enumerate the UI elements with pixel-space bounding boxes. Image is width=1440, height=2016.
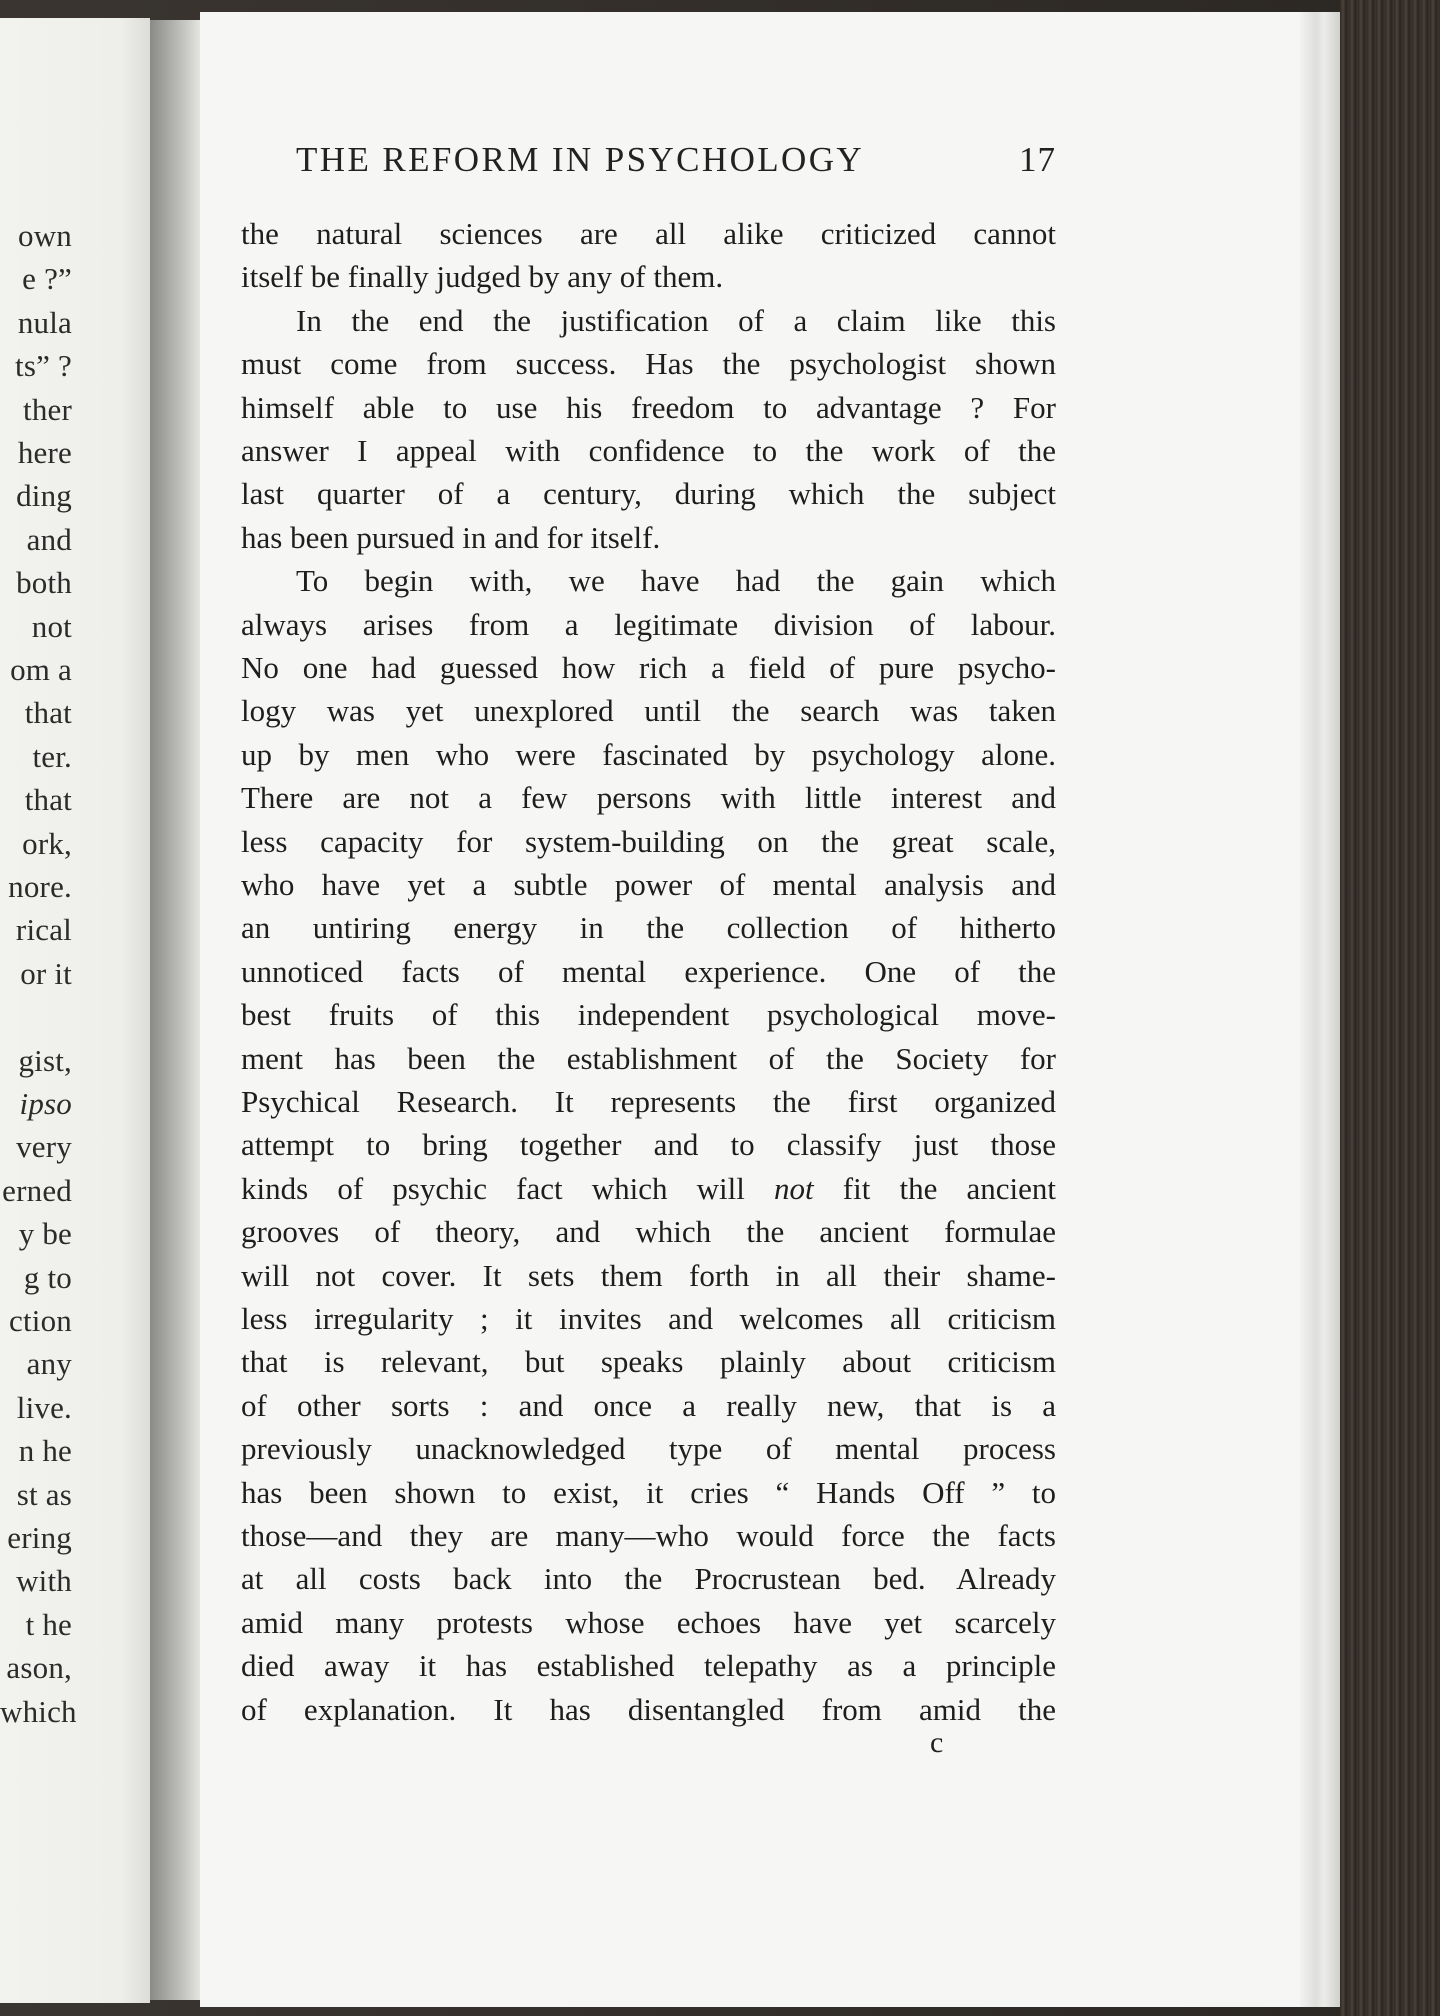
facing-page-fragment: ction [9,1303,72,1338]
text-line-content: logy was yet unexplored until the search was taken [241,693,1056,729]
text-line-content: Psychical Research. It represents the first organized [241,1084,1056,1119]
text-line [241,733,1056,777]
text-line-content: No one had guessed how rich a field of pure psycho- [241,650,1056,685]
facing-page-fragment: erned [2,1172,72,1208]
facing-page-fragment: t he [25,1606,72,1642]
text-line [241,906,1056,950]
book-gutter [150,20,202,2000]
facing-page-fragment: and [26,521,72,557]
text-line-content: itself be finally judged by any of them. [241,259,724,295]
text-line-content: attempt to bring together and to classify just those [241,1127,1056,1163]
text-line [241,212,1056,256]
text-line [241,646,1056,690]
text-line-content: of other sorts : and once a really new, that is a [241,1387,1056,1423]
facing-page-fragment: which [0,1693,77,1729]
text-line [296,559,1056,603]
text-line-content: an untiring energy in the collection of hitherto [241,910,1056,946]
text-line [296,299,1056,343]
text-line [241,1471,1056,1515]
text-line-content: has been pursued in and for itself. [241,519,661,555]
text-line [241,386,1056,430]
facing-page-fragment: nula [17,304,72,340]
text-line [241,603,1056,647]
text-line-content: the natural sciences are all alike criticized cannot [241,216,1056,251]
text-line [241,689,1056,733]
facing-page-fragment: gist, [18,1042,72,1078]
text-line [241,1384,1056,1428]
text-line [241,1297,1056,1341]
facing-page-fragment: ter. [32,738,72,774]
facing-page-fragment: that [24,695,72,731]
facing-page-fragment: or it [20,955,72,991]
facing-page-fragment: ts” ? [15,348,72,384]
text-line-content: There are not a few persons with little interest and [241,780,1056,816]
text-line-content: at all costs back into the Procrustean bed. Already [241,1561,1056,1597]
text-line-content: must come from success. Has the psychologist shown [241,346,1056,382]
text-line [241,820,1056,864]
text-line-content: himself able to use his freedom to advantage ? For [241,389,1056,425]
text-line [241,1167,1056,1211]
signature-mark: c [930,1726,944,1759]
text-line-content: ment has been the establishment of the Society for [241,1040,1056,1076]
text-line-content: In the end the justification of a claim like this [296,302,1056,338]
facing-page-fragment: ering [7,1520,72,1555]
text-line [241,1123,1056,1167]
facing-page-fragment: nore. [8,869,72,904]
text-line-content: grooves of theory, and which the ancient formulae [241,1214,1056,1250]
text-line [241,342,1056,386]
text-line-content: who have yet a subtle power of mental analysis and [241,867,1056,902]
facing-page-fragment: that [24,782,72,818]
facing-page-fragment: ork, [22,825,72,861]
text-line-content: fit the ancient [813,1170,1056,1206]
text-line-content: last quarter of a century, during which the subject [241,476,1056,512]
facing-page-fragment: ason, [6,1650,72,1686]
text-line [241,1688,1056,1732]
text-line [241,950,1056,994]
text-line [241,1557,1056,1601]
text-line [241,993,1056,1037]
text-line-content: will not cover. It sets them forth in all their shame- [241,1257,1056,1293]
text-line-content: amid many protests whose echoes have yet scarcely [241,1604,1056,1640]
facing-page-fragment: ther [23,391,72,427]
text-line-content: To begin with, we have had the gain which [296,563,1056,599]
facing-page-fragment: both [16,565,72,601]
facing-page-fragment: y be [18,1216,72,1252]
text-line [241,1514,1056,1558]
text-line-content: of explanation. It has disentangled from amid the [241,1691,1056,1727]
facing-page-fragment: ipso [19,1086,72,1121]
text-line [241,255,1056,299]
text-line-content: less capacity for system-building on the great scale, [241,823,1056,859]
text-line-content: always arises from a legitimate division of labour. [241,606,1056,642]
text-line-content: kinds of psychic fact which will [241,1170,774,1206]
text-line-content: died away it has established telepathy as a principle [241,1648,1056,1684]
text-line-content: that is relevant, but speaks plainly about criticism [241,1344,1056,1380]
facing-page-fragment: live. [16,1389,72,1425]
facing-page-fragment: ding [16,478,72,514]
facing-page-fragment: here [17,435,72,470]
facing-page-fragment: not [31,608,72,644]
text-line [241,429,1056,473]
facing-page-fragment: very [16,1129,72,1165]
facing-page-fragment: st as [16,1476,72,1512]
text-line-content: answer I appeal with confidence to the work of the [241,433,1056,468]
text-line [241,472,1056,516]
text-line [241,1037,1056,1081]
text-line-content: up by men who were fascinated by psychology alone. [241,736,1056,772]
text-line-content: previously unacknowledged type of mental process [241,1431,1056,1467]
text-line [241,1080,1056,1124]
text-line-content: less irregularity ; it invites and welcomes all criticism [241,1301,1056,1336]
text-line-content: has been shown to exist, it cries “ Hands Off ” to [241,1474,1056,1510]
facing-page-fragment: with [16,1563,72,1599]
running-head [296,140,1056,180]
text-line [241,1210,1056,1254]
text-line [241,1601,1056,1645]
text-line [241,1644,1056,1688]
page-edge [1300,12,1340,2007]
text-line-content: unnoticed facts of mental experience. One of the [241,953,1056,989]
facing-page-fragment: g to [23,1259,72,1295]
facing-page-fragment: any [26,1346,72,1382]
facing-page-left [0,18,150,2003]
facing-page-fragment: n he [18,1433,72,1469]
facing-page-fragment: om a [10,652,72,687]
page-number: 17 [1019,140,1056,179]
emphasis-word: not [774,1170,814,1206]
text-line [241,776,1056,820]
text-line [241,863,1056,907]
facing-page-fragment: rical [15,912,72,948]
facing-page-fragment: own [18,218,72,253]
running-head-title: THE REFORM IN PSYCHOLOGY [296,140,865,179]
book-cover-edge [1340,0,1440,2016]
facing-page-fragment: e ?” [22,261,72,297]
text-line-content: those—and they are many—who would force the facts [241,1518,1056,1553]
text-line-content: best fruits of this independent psychological move- [241,997,1056,1033]
text-line [241,1340,1056,1384]
text-line [241,516,1056,560]
text-line [241,1254,1056,1298]
text-line [241,1427,1056,1471]
